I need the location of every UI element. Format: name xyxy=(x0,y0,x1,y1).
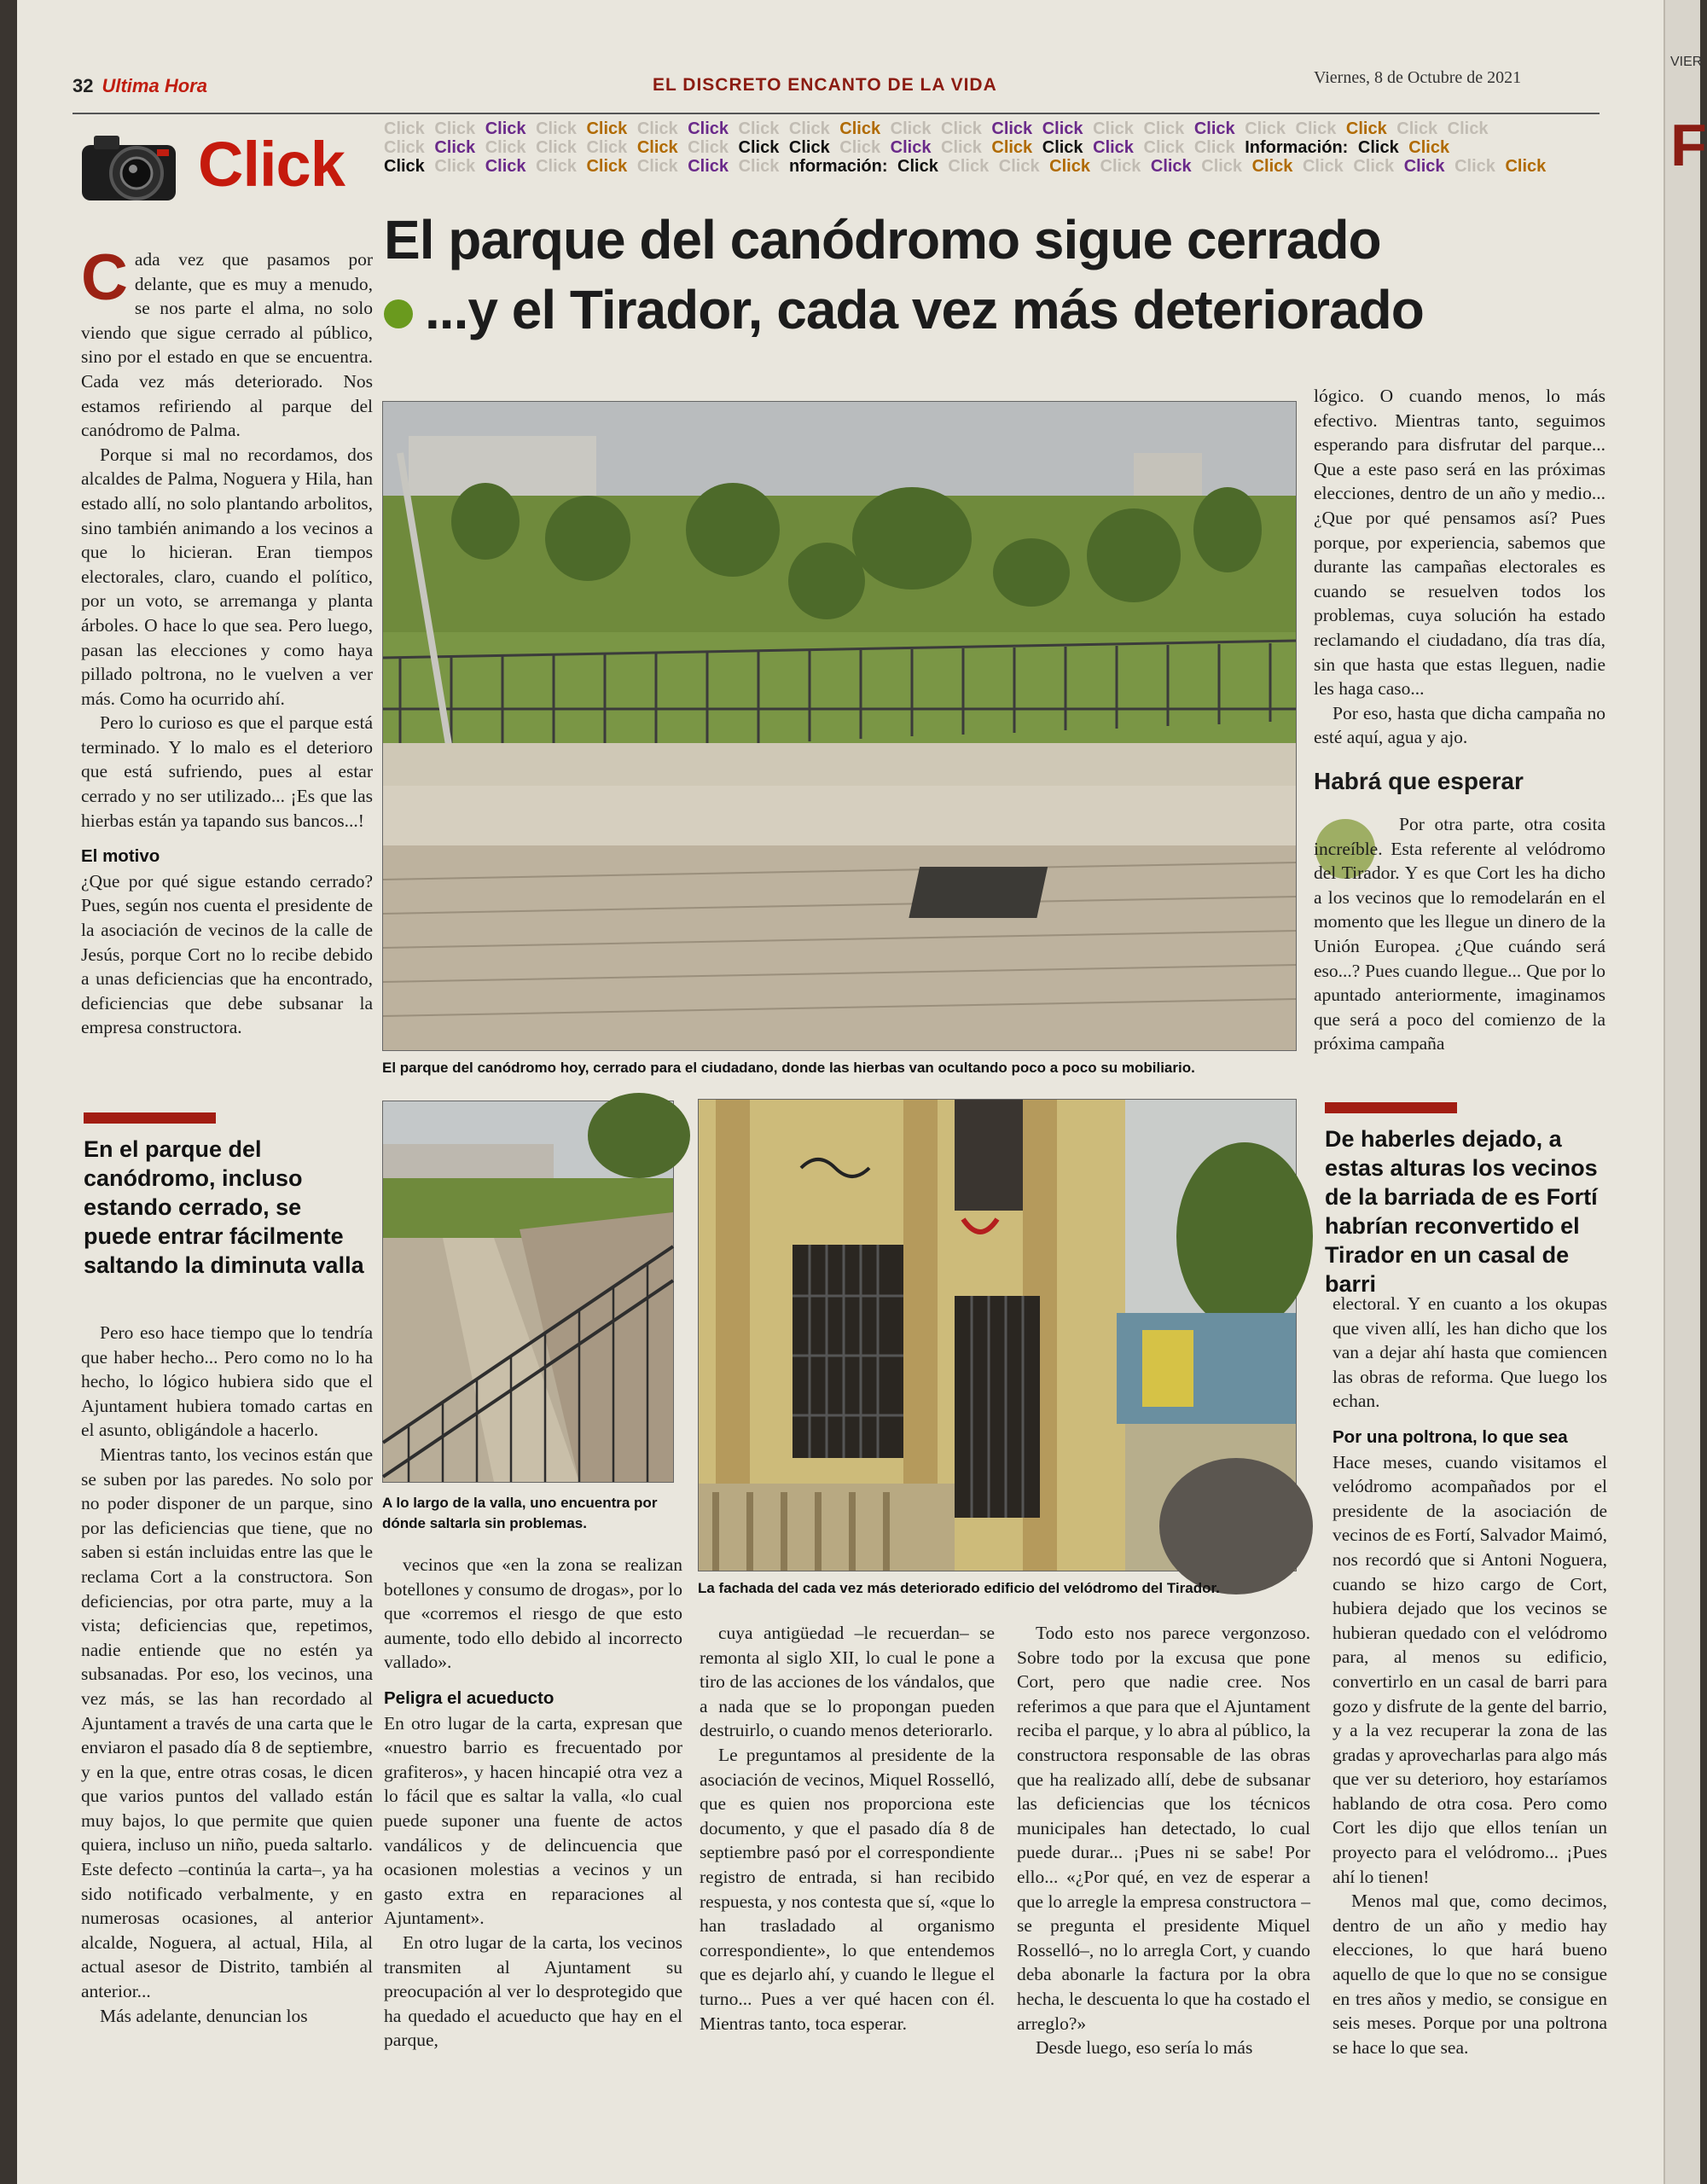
paragraph: Todo esto nos parece vergonzoso. Sobre todo por la excusa que pone Cort, pero que nadie cree. Nos referimos a que para que el Ajuntament reciba el parque, y lo abra al público, la constructora responsable de las obras que ha realizado allí, debe de subsanar las deficiencias que los técnicos municipales han detectado, lo cual puede durar... ¡Pues ni se sabe! Por ello... «¿Por qué, en vez de esperar a que lo arregle la empresa constructora –se pregunta el presidente Miquel Rosselló–, no lo arregla Cort, y cuando deba abonarle la factura por la obra hecha, le descuenta lo que ha costado el arreglo?» xyxy=(1017,1623,1310,2034)
issue-date: Viernes, 8 de Octubre de 2021 xyxy=(1314,68,1522,87)
subheading-habra-que-esperar: Habrá que esperar xyxy=(1314,768,1524,794)
column-5-middle xyxy=(1314,812,1605,1056)
camera-icon xyxy=(75,124,182,209)
paragraph: lógico. O cuando menos, lo más efectivo. Mientras tanto, seguimos esperando para disfrutar del parque... Que a este paso será en las próximas elecciones, dentro de un año y medio... ¿Que por qué pensamos así? Pues porque, por experiencia, sabemos que durante las campañas electorales es cuando se resuelven todos los problemas, cuya solución ha estado reclamando el ciudadano, día tras día, sin que hasta que estas lleguen, nadie les haga caso... xyxy=(1314,386,1605,700)
main-photo-park xyxy=(382,401,1297,1051)
pull-quote-left: En el parque del canódromo, incluso estando cerrado, se puede entrar fácilmente saltando la diminuta valla xyxy=(84,1136,364,1278)
paragraph xyxy=(81,241,373,443)
next-page-date-fragment: VIER xyxy=(1670,55,1703,69)
fence-photo xyxy=(382,1101,674,1483)
facade-image xyxy=(699,1100,1296,1571)
pull-quote-right: De haberles dejado, a estas alturas los vecinos de la barriada de es Fortí habrían reconvertido el Tirador en un casal de barri xyxy=(1325,1126,1598,1297)
pull-quote-bar xyxy=(84,1112,216,1124)
page-number: 32 xyxy=(73,75,94,96)
next-page-edge xyxy=(1663,0,1707,2184)
paragraph: Por otra parte, otra cosita increíble. Esta referente al velódromo del Tirador. Y es que Cort les ha dicho a los vecinos que lo remodelarán en el momento que les llegue un dinero de la Unión Europea. ¿Que cuándo será eso...? Pues cuando llegue... Que por lo apuntado anteriormente, imaginamos que será a poco del comienzo de la próxima campaña xyxy=(1314,814,1605,1054)
headline xyxy=(384,205,1578,345)
subheading-poltrona: Por una poltrona, lo que sea xyxy=(1333,1426,1568,1447)
folio-left xyxy=(73,75,207,97)
paragraph: Mientras tanto, los vecinos están que se suben por las paredes. No solo por no poder disponer de un parque, sino por las deficiencias que tiene, que no saben si están incluidas entre las que le reclama Cort a la constructora. Son deficiencias, por otra parte, muy a la vista; deficiencias que, repetimos, nadie entiende que no estén ya subsanadas. Por eso, los vecinos, una vez más, se las han recordado al Ajuntament a través de una carta que le enviaron el pasado día 8 de septiembre, y en la que, entre otras cosas, le dicen que varios puntos del vallado están muy bajos, lo que permite que quien quiera, incluso un niño, pueda saltarlo. Este defecto –continúa la carta–, ya ha sido notificado verbalmente, y en numerosas ocasiones, al anterior alcalde, Noguera, al actual, Hila, al actual asesor de Distrito, también al anterior... xyxy=(81,1443,373,2002)
paragraph: Hace meses, cuando visitamos el velódromo acompañados por el presidente de la asociación de vecinos de es Fortí, Salvador Maimó, nos recordó que si Antoni Noguera, cuando se hizo cargo de Cort, hubiera dejado que los vecinos se hubieran quedado con el velódromo para, al menos su edificio, convertirlo en un casal de barri para gozo y disfrute de la gente del barrio, y a la vez recuperar la zona de las gradas y aprovecharlas para algo más que ver su deterioro, hoy estaríamos hablando de otra cosa. Pero como Cort les dijo que ellos tenían un proyecto para el velódromo... ¡Pues ahí lo tienen! xyxy=(1333,1451,1607,1887)
paragraph: vecinos que «en la zona se realizan botellones y consumo de drogas», por lo que «corremos el riesgo de que esto aumente, todo ello debido al incorrecto vallado». xyxy=(384,1554,682,1673)
band-info-1: Información: Click xyxy=(1245,138,1399,157)
paragraph-text: ada vez que pasamos por delante, que es muy a menudo, se nos parte el alma, no solo viendo que sigue cerrado al público, sino por el estado en que se encuentra. Cada vez más deteriorado. Nos estamos refiriendo al parque del canódromo de Palma. xyxy=(81,249,373,441)
column-1-top xyxy=(81,241,373,1040)
headline-line-1: El parque del canódromo sigue cerrado xyxy=(384,209,1381,270)
caption-main-photo: El parque del canódromo hoy, cerrado para el ciudadano, donde las hierbas van ocultando poco a poco su mobiliario. xyxy=(382,1060,1195,1076)
paragraph: ¿Que por qué sigue estando cerrado? Pues, según nos cuenta el presidente de la asociación de vecinos de la calle de Jesús, porque Cort no lo recibe debido a unas deficiencias que ha encontrado, deficiencias que debe subsanar la empresa constructora. xyxy=(81,870,373,1038)
click-pattern-band: Click Click Click Click Click Click Click Click Click Click Click Click Click Click Click Click Click Click Click Click Click Click Click Click Click Click Click Click Click Click Click Click Click Click Click Click Click Click Click Información: Click Click Click Click Click Click Click Click Click Click nformación: Click Click Click Click Click Click Click Click Click Click Click Click Click xyxy=(384,119,1547,176)
paragraph: Por eso, hasta que dicha campaña no esté aquí, agua y ajo. xyxy=(1314,702,1605,748)
paragraph: cuya antigüedad –le recuerdan– se remonta al siglo XII, lo cual le pone a tiro de las acciones de los vándalos, que a nada que se lo propongan pueden destruirlo, o cuando menos deteriorarlo. xyxy=(700,1623,995,1741)
paragraph: En otro lugar de la carta, los vecinos transmiten al Ajuntament su preocupación al ver lo desprotegido que ha quedado el acueducto que hay en el parque, xyxy=(384,1931,682,2051)
column-4 xyxy=(1017,1621,1310,2060)
green-bullet-icon xyxy=(384,299,413,328)
caption-facade-photo: La fachada del cada vez más deteriorado edificio del velódromo del Tirador. xyxy=(698,1580,1220,1596)
headline-line-2 xyxy=(384,275,1578,345)
fence-image xyxy=(383,1101,673,1482)
facade-photo xyxy=(698,1099,1297,1571)
column-1-bottom xyxy=(81,1321,373,2028)
paragraph: Pero eso hace tiempo que lo tendría que haber hecho... Pero como no lo ha hecho, lo lógico hubiera sido que el Ajuntament hubiera tomado cartas en el asunto, obligándole a hacerlo. xyxy=(81,1322,373,1441)
column-5-top xyxy=(1314,384,1605,750)
paragraph: Más adelante, denuncian los xyxy=(100,2005,308,2026)
drop-cap: C xyxy=(81,241,128,314)
next-page-headline-fragment: F xyxy=(1670,112,1707,178)
caption-fence-photo: A lo largo de la valla, uno encuentra por dónde saltarla sin problemas. xyxy=(382,1495,658,1531)
pull-quote-bar xyxy=(1325,1102,1457,1113)
paragraph: electoral. Y en cuanto a los okupas que viven allí, les han dicho que los van a dejar ahí hasta que comiencen las obras de reforma. Que luego los echan. xyxy=(1333,1293,1607,1412)
column-2 xyxy=(384,1553,682,2053)
paragraph: Porque si mal no recordamos, dos alcaldes de Palma, Noguera y Hila, han estado allí, no solo plantando arbolitos, sino también animando a los vecinos a que lo hicieran. Eran tiempos electorales, claro, cuando el político, por un voto, se arremanga y planta árboles. O hace lo que sea. Pero luego, pasan las elecciones y como haya pillado poltrona, no le vuelven a ver más. Como ha ocurrido ahí. xyxy=(81,444,373,709)
paragraph: Pero lo curioso es que el parque está terminado. Y lo malo es el deterioro que está sufriendo, pues al estar cerrado y no ser utilizado... ¡Es que las hierbas están ya tapando sus bancos...! xyxy=(81,712,373,831)
paragraph: Le preguntamos al presidente de la asociación de vecinos, Miquel Rosselló, que es quien nos proporciona este documento, y que el pasado día 8 de septiembre pasó por el correspondiente registro de entrada, si han recibido respuesta, y nos contesta que sí, «que lo han trasladado al organismo correspondiente», lo que entendemos que es dejarlo ahí, y cuando le llegue el turno... Pues a ver qué hacen con él. Mientras tanto, toca esperar. xyxy=(700,1744,995,2034)
paragraph: Menos mal que, como decimos, dentro de un año y medio hay elecciones, lo que hará bueno aquello de que lo que no se consigue en tres años y medio, se consigue en seis meses. Porque por una poltrona se hace lo que sea. xyxy=(1333,1891,1607,2058)
subheading-motivo: El motivo xyxy=(81,846,160,867)
section-title: EL DISCRETO ENCANTO DE LA VIDA xyxy=(653,75,997,95)
column-3 xyxy=(700,1621,995,2036)
headline-line-2-text: ...y el Tirador, cada vez más deteriorado xyxy=(425,279,1424,340)
column-5-bottom xyxy=(1333,1292,1607,2059)
newspaper-page xyxy=(17,0,1663,2184)
paragraph: Desde luego, eso sería lo más xyxy=(1036,2037,1253,2059)
brand-name: Ultima Hora xyxy=(102,75,207,96)
header-rule xyxy=(73,113,1600,114)
click-logo: Click xyxy=(198,129,345,200)
paragraph: En otro lugar de la carta, expresan que «nuestro barrio es frecuentado por grafiteros», y hacen hincapié otra vez a lo fácil que es saltar la valla, «lo cual puede suponer una fuente de actos vandálicos y de delincuencia que ocasionen molestias a vecinos y un gasto extra en reparaciones al Ajuntament». xyxy=(384,1712,682,1929)
band-info-2: nformación: Click xyxy=(788,157,938,176)
subheading-acueducto: Peligra el acueducto xyxy=(384,1687,554,1708)
park-image xyxy=(383,402,1296,1050)
